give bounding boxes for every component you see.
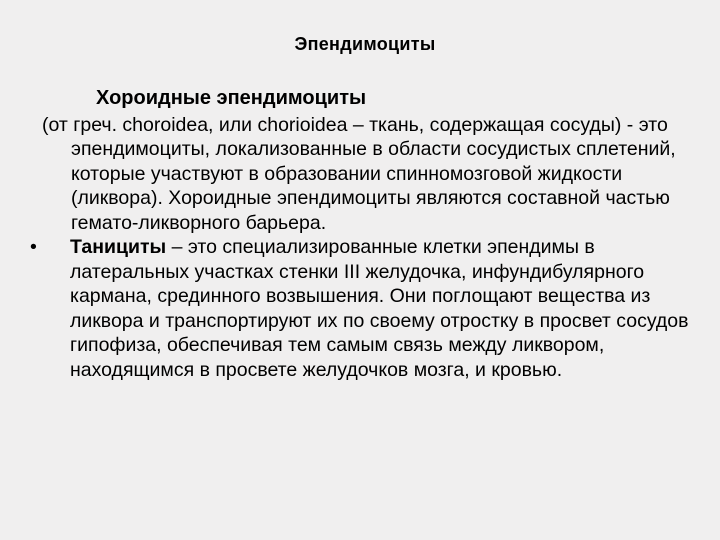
- choroid-paragraph: (от греч. choroidea, или chorioidea – ткань, содержащая сосуды) - это эпендимоциты, локализованные в области сосудистых сплетений, которые участвуют в образовании спинномозговой жидкости (ликвора). Хороидные эпендимоциты являются составной частью гемато-ликворного барьера.: [42, 113, 676, 234]
- tanycytes-description: – это специализированные клетки эпендимы в латеральных участках стенки III желудочка, инфундибулярного кармана, срединного возвышения. Они поглощают вещества из ликвора и транспортируют их по своему отростку в просвет сосудов гипофиза, обеспечивая тем самым связь между ликвором, находящимся в просвете желудочков мозга, и кровью.: [70, 236, 689, 381]
- tanycytes-bullet-item: [28, 235, 698, 382]
- slide-body: [28, 86, 698, 382]
- bullet-marker: •: [30, 236, 37, 258]
- tanycytes-term: Танициты: [70, 236, 167, 258]
- section-heading: Хороидные эпендимоциты: [96, 87, 367, 109]
- tanycytes-text: [70, 235, 698, 382]
- slide-title: Эпендимоциты: [294, 34, 436, 54]
